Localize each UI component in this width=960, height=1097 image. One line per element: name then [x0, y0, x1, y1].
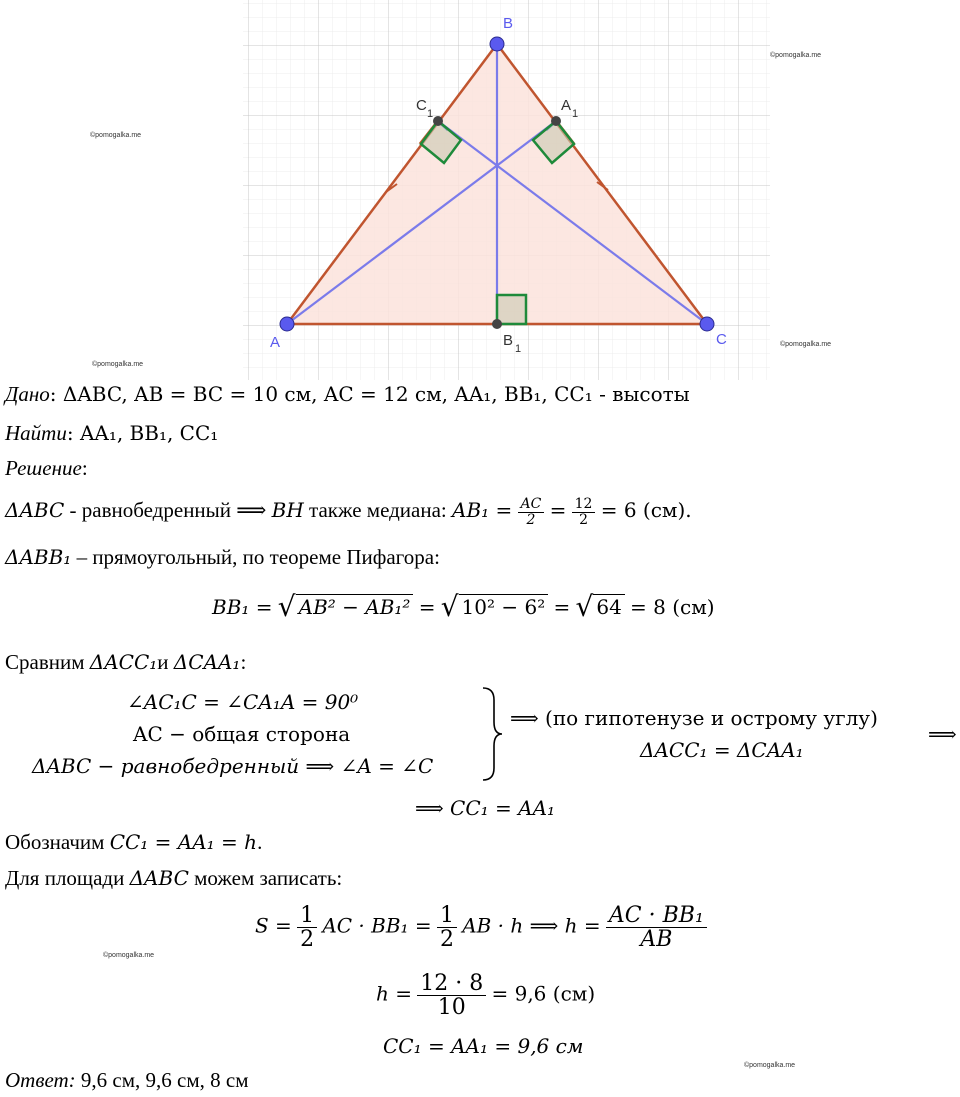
isosceles-result: = 6 (см).	[600, 498, 692, 522]
system-row1: ∠AC₁C = ∠CA₁A = 90⁰	[127, 690, 359, 714]
sqrt-10-6: 10² − 6²	[459, 594, 549, 619]
watermark: ©pomogalka.me	[770, 52, 822, 59]
frac-half-1: $\frac{1}{2}$	[297, 904, 317, 951]
compare-tri2: ΔCAA₁	[173, 650, 241, 674]
label-a1: A	[561, 97, 572, 114]
denote-eq: CC₁ = AA₁ = h	[109, 830, 258, 854]
find-label: Найти	[5, 421, 67, 445]
right-angle-b1	[497, 295, 526, 324]
foot-b1	[492, 319, 502, 329]
frac-12-2: $\frac{12}{2}$	[572, 497, 596, 527]
system-row3: ΔABC − равнобедренный ⟹ ∠A = ∠C	[32, 754, 434, 778]
result-cc1-aa1: ⟹ CC₁ = AA₁	[415, 796, 556, 820]
find-text: : AA₁, BB₁, CC₁	[66, 421, 219, 445]
vertex-a	[280, 317, 294, 331]
area-tri: ΔABC	[129, 866, 189, 890]
frac-12-8-10: $\frac{12 \cdot 8}{10}$	[417, 972, 486, 1019]
right-tri-text: – прямоугольный, по теореме Пифагора:	[71, 545, 440, 569]
foot-a1	[551, 116, 561, 126]
answer-text: 9,6 см, 9,6 см, 8 см	[75, 1068, 249, 1092]
system-arrow: ⟹	[928, 722, 957, 746]
label-a1-sub: 1	[572, 108, 579, 120]
label-b1-sub: 1	[515, 343, 522, 355]
isosceles-line: ΔABC - равнобедренный ⟹ BH также медиана: AB₁ = $\frac{AC}{2}$ = $\frac{12}{2}$ = 6 (см).	[5, 496, 692, 528]
given-text: : ΔABC, AB = BC = 10 см, AC = 12 см, AA₁, BB₁, CC₁ - высоты	[49, 382, 690, 406]
h-eq: h = $\frac{12 \cdot 8}{10}$ = 9,6 (см)	[376, 971, 596, 1021]
label-b: B	[503, 15, 514, 32]
isosceles-tri: ΔABC	[5, 498, 65, 522]
frac-half-2: $\frac{1}{2}$	[437, 904, 457, 951]
isosceles-ab1: AB₁ =	[452, 498, 513, 522]
final-eq: CC₁ = AA₁ = 9,6 см	[383, 1034, 584, 1058]
pythagoras-eq: BB₁ = √ AB² − AB₁² = √ 10² − 6² = √ 64 = 8 (см)	[212, 590, 715, 623]
watermark: ©pomogalka.me	[103, 952, 155, 959]
label-c: C	[716, 331, 727, 348]
watermark: ©pomogalka.me	[90, 132, 142, 139]
system-row2: AC − общая сторона	[133, 722, 351, 746]
foot-c1	[433, 116, 443, 126]
system-brace	[480, 686, 504, 782]
isosceles-median: также медиана:	[303, 498, 452, 522]
watermark: ©pomogalka.me	[744, 1062, 796, 1069]
compare-tri1: ΔACC₁	[89, 650, 158, 674]
vertex-c	[700, 317, 714, 331]
sqrt-64: 64	[593, 594, 624, 619]
h-result: = 9,6 (см)	[491, 981, 596, 1006]
frac-h: $\frac{\text{AC · BB₁}}{AB}$	[606, 904, 707, 951]
watermark: ©pomogalka.me	[92, 361, 144, 368]
label-c1-sub: 1	[427, 108, 434, 120]
watermark: ©pomogalka.me	[780, 341, 832, 348]
solution-colon: :	[81, 456, 88, 480]
find-line	[5, 421, 218, 446]
right-tri: ΔABB₁	[5, 545, 72, 569]
frac-ac-2: $\frac{AC}{2}$	[518, 497, 545, 527]
label-c1: C	[416, 97, 427, 114]
vertex-b	[490, 37, 504, 51]
given-line	[5, 382, 690, 407]
solution-label: Решение	[5, 456, 82, 480]
answer-label: Ответ:	[5, 1068, 76, 1092]
area-line: Для площади ΔABC можем записать:	[5, 866, 343, 890]
isosceles-text: - равнобедренный ⟹	[64, 498, 272, 522]
answer-line	[5, 1068, 249, 1093]
eq1-lhs: BB₁ =	[212, 595, 273, 619]
right-tri-line	[5, 545, 440, 570]
denote-line: Обозначим CC₁ = AA₁ = h.	[5, 830, 263, 854]
sqrt-ab: AB² − AB₁²	[296, 594, 414, 619]
area-eq: S = $\frac{1}{2}$ AC · BB₁ = $\frac{1}{2}$ AB · h ⟹ h = $\frac{\text{AC · BB₁}}{AB}$	[255, 904, 707, 951]
system-right1: ⟹ (по гипотенузе и острому углу)	[510, 706, 878, 730]
eq1-result: = 8 (см)	[630, 595, 715, 619]
label-b1: B	[503, 332, 514, 349]
system-right2: ΔACC₁ = ΔCAA₁	[640, 738, 804, 762]
given-label: Дано	[5, 382, 50, 406]
isosceles-bh: BH	[271, 498, 304, 522]
compare-line: Сравним ΔACC₁и ΔCAA₁:	[5, 650, 247, 674]
solution-line	[5, 456, 88, 481]
label-a: A	[270, 334, 281, 351]
